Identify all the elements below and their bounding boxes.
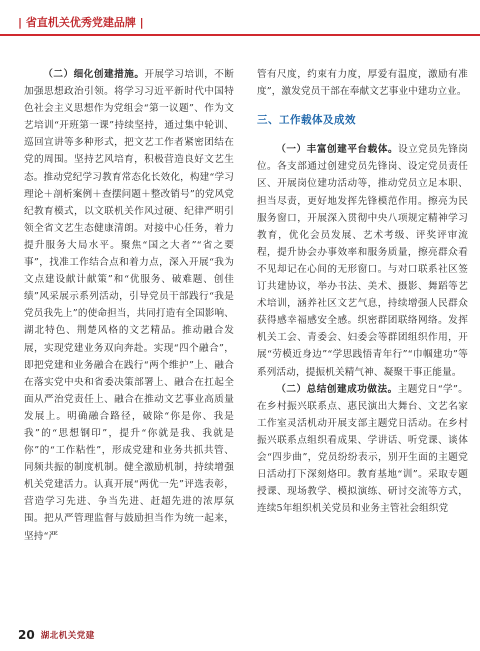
paragraph-lead: （二）细化创建措施。 — [43, 69, 145, 80]
left-column — [24, 66, 234, 545]
magazine-logo: 湖北机关党建 — [40, 631, 95, 641]
section-heading: 三、工作载体及成效 — [257, 114, 356, 127]
paragraph-lead: （二）总结创建成功做法。 — [276, 383, 398, 395]
paragraph — [24, 66, 234, 545]
column-label: | 省直机关优秀党建品牌 | — [18, 16, 144, 29]
paragraph-continuation: 管有尺度，约束有力度，厚爱有温度，激励有准度”，激发党员干部在奉献文艺事业中建功立业。 — [257, 69, 468, 98]
paragraph-lead: （一）丰富创建平台载体。 — [276, 144, 399, 156]
header-rule — [0, 34, 480, 36]
right-column — [257, 66, 468, 517]
page-footer — [18, 627, 95, 643]
page-number: 20 — [18, 628, 35, 642]
paragraph-body: 开展学习培训，不断加强思想政治引领。将学习习近平新时代中国特色社会主义思想作为党组会“第一议题”、作为文艺培训“开班第一课”持续坚持，通过集中轮训、巡回宣讲等多种形式，把文艺工作者紧密团结在党的周围。坚持艺风培育，积极营造良好文艺生态。推动党纪学习教育常态化长效化，构建“学习理论＋剖析案例＋查摆问题＋整改销号”的党风党纪教育模式，以文联机关作风过硬、纪律严明引领全省文艺生态健康清朗。对接中心任务，着力提升服务大局水平。聚焦“国之大者”“省之要事”，找准工作结合点和着力点，深入开展“我为文点建设献计献策”和“优服务、破难题、创佳绩”风采展示系列活动，引导党员干部践行“我是党员我先上”的使命担当，共同打造有全国影响、湖北特色、荆楚风格的文艺精品。推动融合发展，实现党建业务双向奔赴。实现“四个融合”，即把党建和业务融合在践行“两个维护”上、融合在落实党中央和省委决策部署上、融合在扛起全面从严治党责任上、融合在推动文艺事业高质量发展上。明确融合路径，破除“你是你、我是我”的“思想钢印”，提升“你就是我、我就是你”的“工作粘性”，形成党建和业务共抓共管、同频共振的制度机制。健全激励机制，持续增强机关党建活力。认真开展“两优一先”评选表彰，营造学习先进、争当先进、赶超先进的浓厚氛围。把从严管理监督与鼓励担当作为统一起来，坚持“严 — [24, 69, 235, 542]
page-header — [0, 0, 480, 42]
paragraph — [257, 141, 468, 380]
paragraph-body: 设立党员先锋岗位。各支部通过创建党员先锋岗、设定党员责任区、开展岗位建功活动等，推动党员立足本职、担当尽责，更好地发挥先锋模范作用。擦亮为民服务窗口，开展深入贯彻中央八项规定精神学习教育，优化会员发展、艺术考级、评奖评审流程，提升协会办事效率和服务质量，擦亮群众看不见却记在心间的无形窗口。与对口联系社区签订共建协议，举办书法、美术、摄影、舞蹈等艺术培训，涵养社区文艺气息，持续增强人民群众获得感幸福感安全感。织密群团联络网络。发挥机关工会、青委会、妇委会等群团组织作用，开展“劳模近身边”“学思践悟青年行”“巾帼建功”等系列活动，提振机关精气神、凝聚干事正能量。 — [257, 144, 468, 378]
paragraph-body: 主题党日“学”。在乡村振兴联系点、惠民演出大舞台、文艺名家工作室灵活机动开展支部主题党日活动。在乡村振兴联系点组织看成果、学讲话、听党课、谈体会“四步曲”，党员纷纷表示，别开生面的主题党日活动打下深刻烙印。教育基地“训”。采取专题授课、现场教学、模拟演练、研讨交流等方式，连续5年组织机关党员和业务主管社会组织党 — [257, 383, 468, 515]
paragraph — [257, 381, 468, 518]
